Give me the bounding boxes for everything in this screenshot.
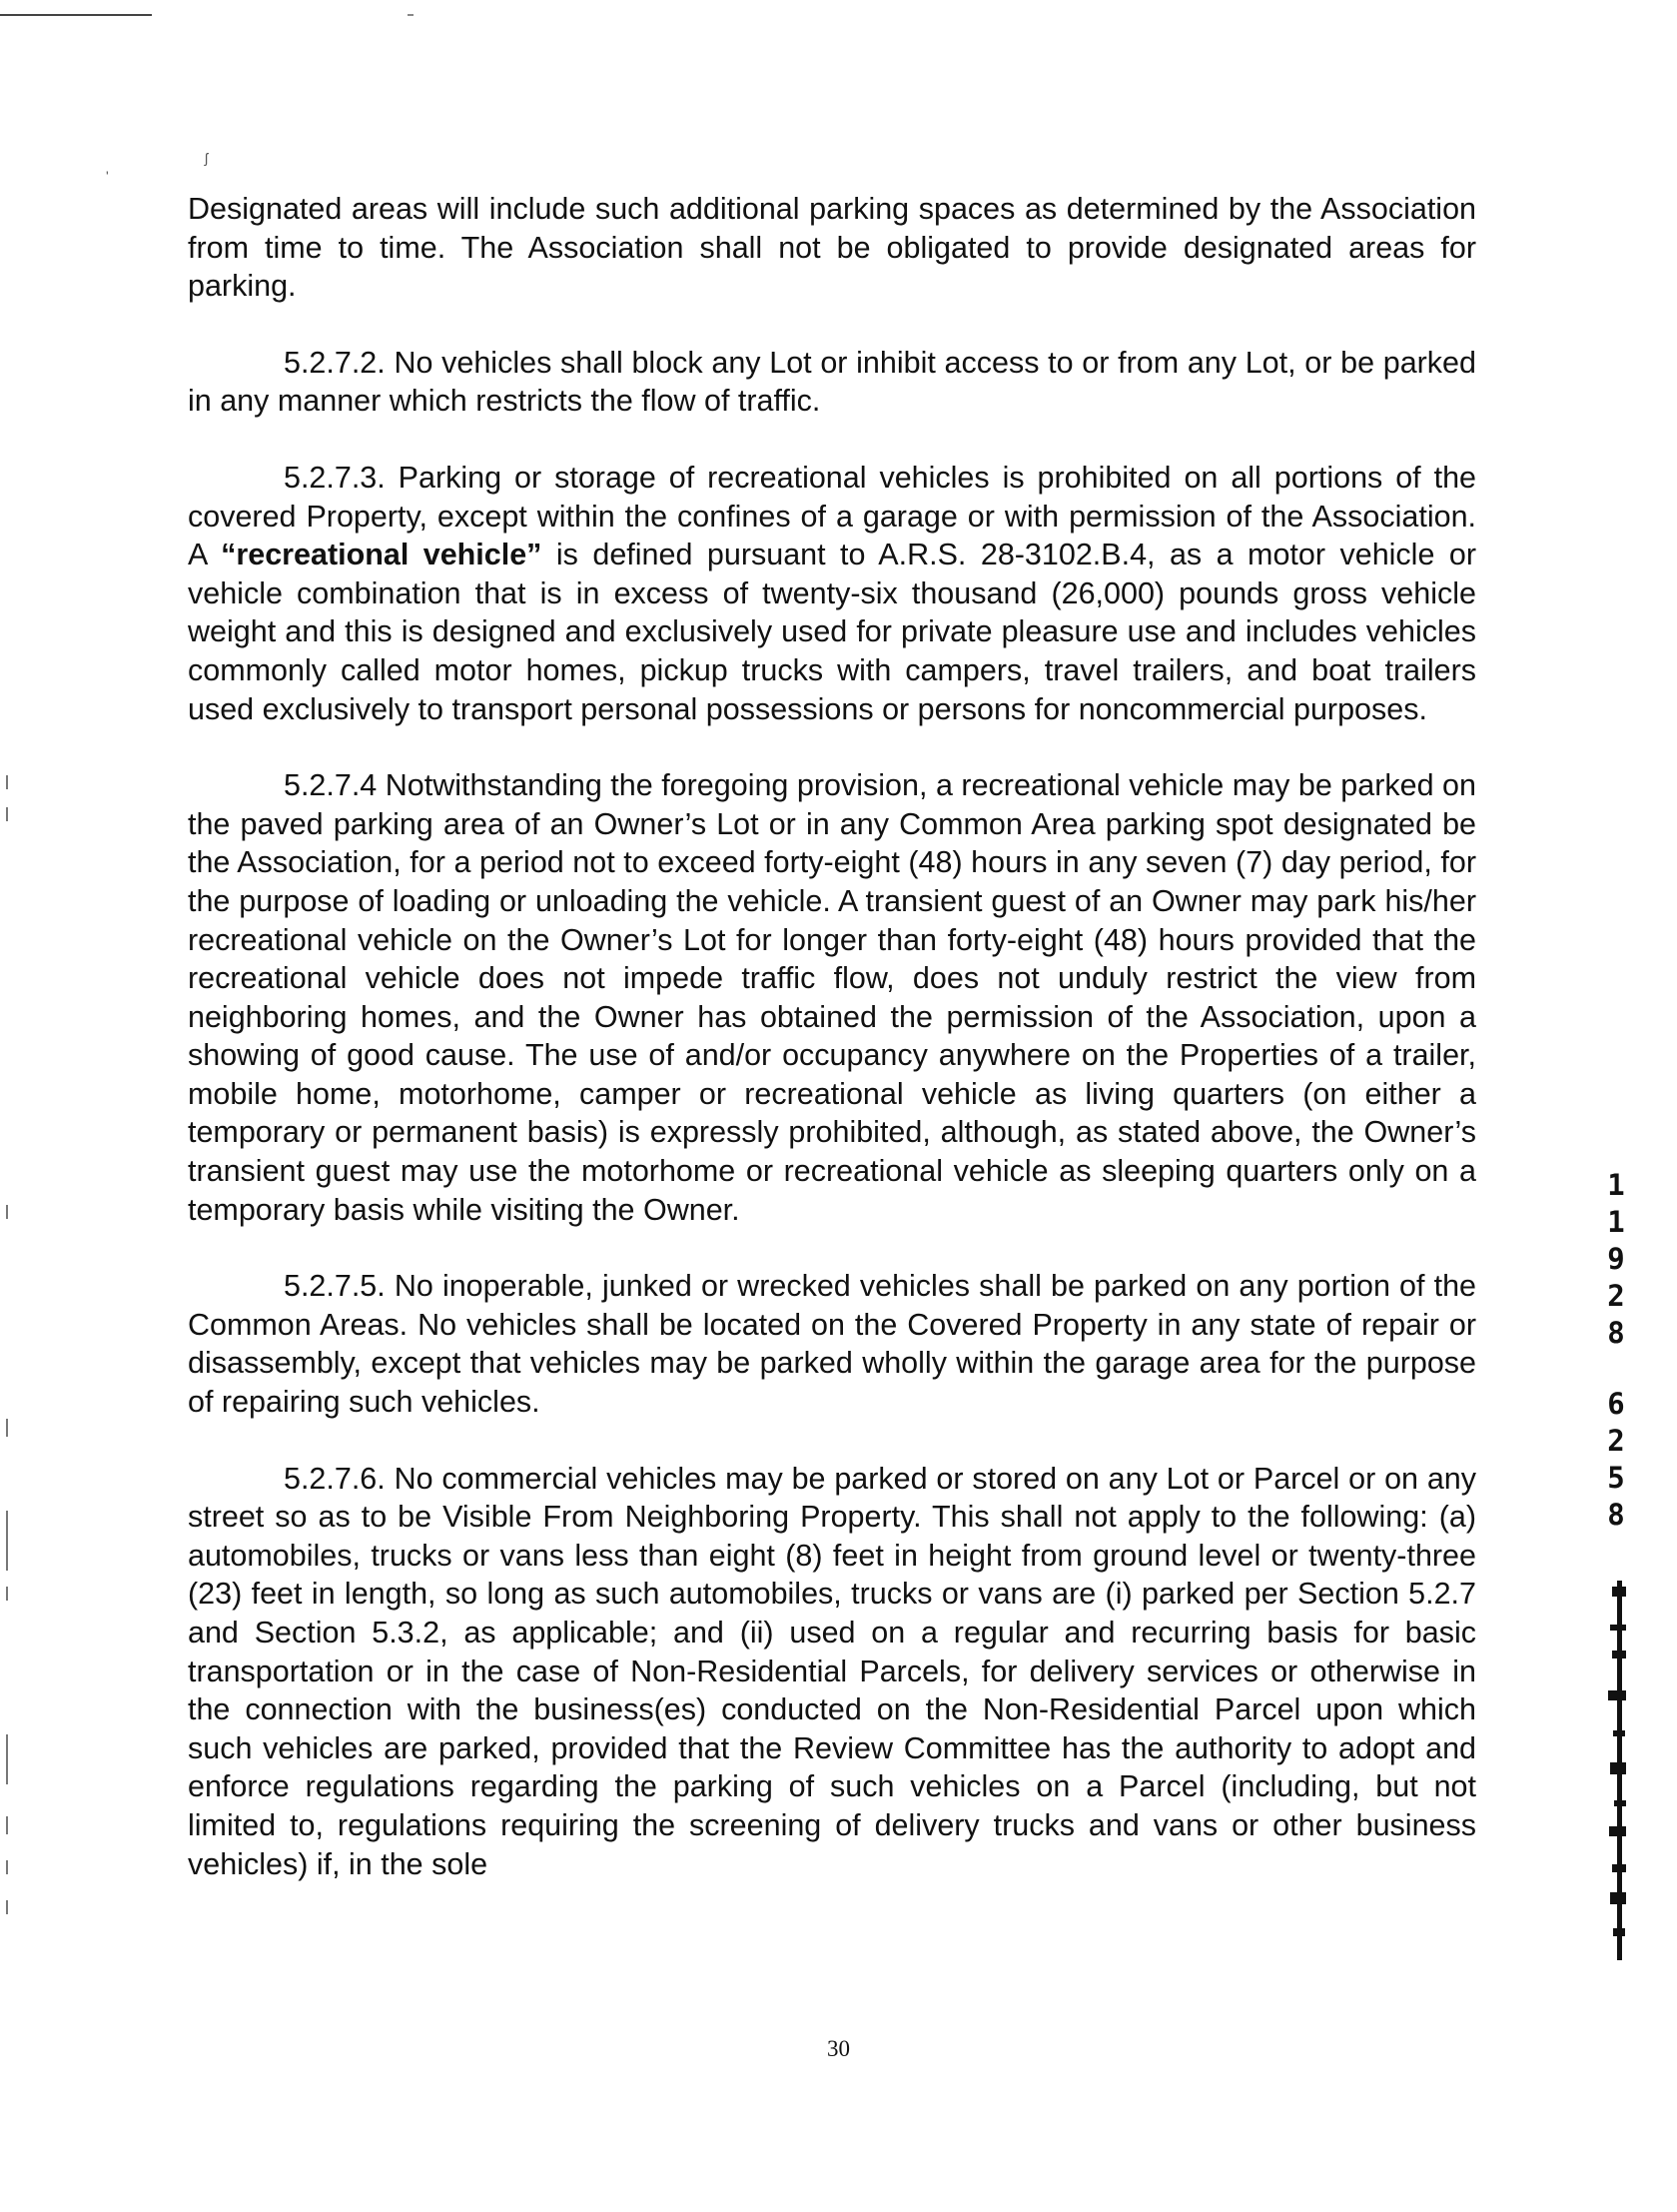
- paragraph-text: 5.2.7.4 Notwithstanding the foregoing provision, a recreational vehicle may be parked on the paved parking area of an Owner’s Lot or in any Common Area parking spot designated be the Association, for a period not to exceed forty-eight (48) hours in any seven (7) day period, for the purpose of loading or unloading the vehicle. A transient guest of an Owner may park his/her recreational vehicle on the Owner’s Lot for longer than forty-eight (48) hours provided that the recreational vehicle does not impede traffic flow, does not unduly restrict the view from neighboring homes, and the Owner has obtained the permission of the Association, upon a showing of good cause. The use of and/or occupancy anywhere on the Properties of a trailer, mobile home, motorhome, camper or recreational vehicle as living quarters (on either a temporary or permanent basis) is expressly prohibited, although, as stated above, the Owner’s transient guest may use the motorhome or recreational vehicle as sleeping quarters only on a temporary basis while visiting the Owner.: [188, 768, 1476, 1227]
- paragraph-text: is defined pursuant to A.R.S. 28-3102.B.4, as a motor vehicle or vehicle combination that is in excess of twenty-six thousand (26,000) pounds gross vehicle weight and this is designed and exclusively used for private pleasure use and includes vehicles commonly called motor homes, pickup trucks with campers, travel trailers, and boat trailers used exclusively to transport personal possessions or persons for noncommercial purposes.: [188, 538, 1476, 726]
- recording-digit: 2: [1607, 1424, 1625, 1458]
- paragraph-5-2-7-4: [188, 766, 1476, 1229]
- scan-edge-mark: [6, 1419, 8, 1437]
- scan-edge-mark: [6, 775, 8, 789]
- top-tick-mark: [408, 14, 414, 16]
- recording-digit: 6: [1607, 1387, 1625, 1421]
- scan-edge-mark: [6, 1734, 8, 1784]
- defined-term: “recreational vehicle”: [221, 538, 542, 572]
- scan-edge-mark: [6, 1816, 8, 1834]
- paragraph-5-2-7-2: [188, 344, 1476, 421]
- recording-digit: 1: [1607, 1168, 1625, 1202]
- page-number: 30: [827, 2036, 850, 2061]
- recording-barcode: [1606, 1581, 1636, 1960]
- scan-speck: ': [106, 168, 109, 184]
- paragraph-continuation: [188, 190, 1476, 306]
- recording-number: [1598, 1167, 1634, 1534]
- paragraph-5-2-7-5: [188, 1267, 1476, 1421]
- scan-edge-mark: [6, 1900, 8, 1914]
- paragraph-text: 5.2.7.2. No vehicles shall block any Lot or inhibit access to or from any Lot, or be parked in any manner which restricts the flow of traffic.: [188, 345, 1476, 419]
- paragraph-gap: [188, 306, 1476, 344]
- paragraph-text: Designated areas will include such additional parking spaces as determined by the Association from time to time. The Association shall not be obligated to provide designated areas for parking.: [188, 192, 1476, 304]
- recording-digit: 5: [1607, 1461, 1625, 1495]
- top-rule: [0, 14, 152, 16]
- scan-edge-mark: [6, 1587, 8, 1601]
- recording-digit: 8: [1607, 1316, 1625, 1350]
- recording-digit: 1: [1607, 1205, 1625, 1239]
- document-body: [188, 190, 1476, 1883]
- paragraph-5-2-7-6: [188, 1460, 1476, 1884]
- paragraph-text: 5.2.7.5. No inoperable, junked or wrecked vehicles shall be parked on any portion of the Common Areas. No vehicles shall be located on the Covered Property in any state of repair or disassembly, except that vehicles may be parked wholly within the garage area for the purpose of repairing such vehicles.: [188, 1269, 1476, 1420]
- scan-speck: ʃ: [205, 150, 209, 166]
- paragraph-text: 5.2.7.6. No commercial vehicles may be parked or stored on any Lot or Parcel or on any street so as to be Visible From Neighboring Property. This shall not apply to the following: (a) automobiles, trucks or vans less than eight (8) feet in height from ground level or twenty-three (23) feet in length, so long as such automobiles, trucks or vans are (i) parked per Section 5.2.7 and Section 5.3.2, as applicable; and (ii) used on a regular and recurring basis for basic transportation or in the case of Non-Residential Parcels, for delivery services or otherwise in the connection with the business(es) conducted on the Non-Residential Parcel upon which such vehicles are parked, provided that the Review Committee has the authority to adopt and enforce regulations regarding the parking of such vehicles on a Parcel (including, but not limited to, regulations requiring the screening of delivery trucks and vans or other business vehicles) if, in the sole: [188, 1461, 1476, 1881]
- paragraph-5-2-7-3: [188, 459, 1476, 728]
- paragraph-gap: [188, 728, 1476, 766]
- scan-edge-mark: [6, 807, 8, 821]
- paragraph-text: 5.2.7.3. Parking or storage of recreational vehicles is prohibited on all portions of the covered Property, except within the confines of a garage or with permission of the Association. A: [188, 460, 1476, 572]
- scan-edge-mark: [6, 1205, 8, 1219]
- recording-digit: 2: [1607, 1279, 1625, 1313]
- paragraph-gap: [188, 1422, 1476, 1460]
- recording-digit: 9: [1607, 1242, 1625, 1276]
- scan-edge-mark: [6, 1860, 8, 1874]
- scan-edge-mark: [6, 1511, 8, 1571]
- paragraph-gap: [188, 1229, 1476, 1267]
- recording-spacer: [1598, 1352, 1634, 1386]
- paragraph-gap: [188, 421, 1476, 459]
- recording-digit: 8: [1607, 1498, 1625, 1532]
